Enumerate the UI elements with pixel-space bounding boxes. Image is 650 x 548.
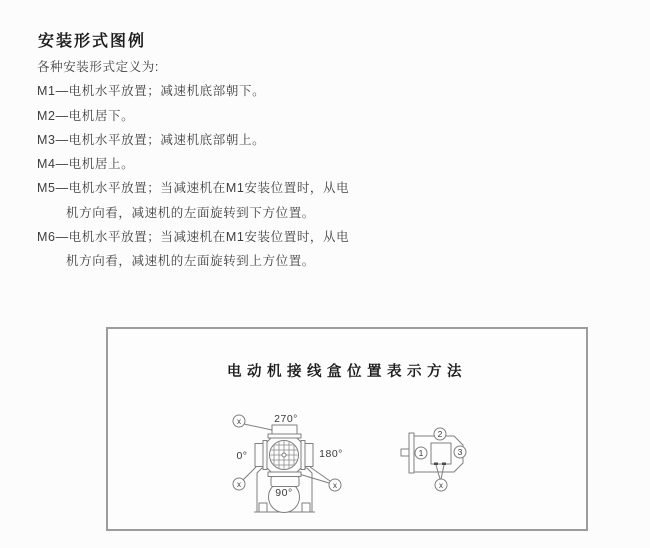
cable-entry-marker-bottom-left [233,478,245,490]
angle-label-270: 270° [274,413,298,425]
junction-box-top [268,425,301,438]
definition-m2: M2—电机居下。 [37,108,135,123]
svg-text:x: x [439,481,443,490]
svg-text:x: x [237,480,241,489]
motor-side-view-diagram [395,425,480,500]
junction-box-left [255,441,267,470]
junction-box-right [301,441,313,470]
svg-text:1: 1 [418,448,424,458]
svg-text:x: x [333,481,337,490]
angle-label-180: 180° [319,448,343,460]
junction-box-bottom [268,472,301,487]
position-marker-1 [415,447,427,459]
cable-entry-marker [435,479,447,491]
angle-label-90: 90° [275,487,293,499]
motor-front-view-diagram [225,408,355,520]
legend-intro: 各种安装形式定义为: [37,60,159,74]
definition-m4: M4—电机居上。 [37,157,135,172]
svg-text:2: 2 [437,429,443,439]
cable-entry-marker-bottom-right [329,479,341,491]
fan-grille-icon [270,441,299,470]
junction-box-position-panel [106,327,588,531]
diagram-title: 电动机接线盒位置表示方法 [227,364,467,380]
definition-m6-line2: 机方向看，减速机的左面旋转到上方位置。 [66,254,315,269]
definition-m6-line1: M6—电机水平放置；当减速机在M1安装位置时，从电 [37,230,350,245]
definition-m5-line1: M5—电机水平放置；当减速机在M1安装位置时，从电 [37,181,350,196]
position-marker-2 [434,428,446,440]
junction-box-side [431,443,451,465]
page-title: 安装形式图例 [38,33,147,50]
definition-m5-line2: 机方向看，减速机的左面旋转到下方位置。 [66,205,315,220]
svg-text:3: 3 [457,447,463,457]
motor-shaft [401,449,409,456]
motor-flange [409,433,414,473]
position-marker-3 [454,446,466,458]
cable-entry-marker-top-left [233,415,245,427]
definition-m1: M1—电机水平放置；减速机底部朝下。 [37,84,266,99]
mounting-definitions [37,55,377,274]
angle-label-0: 0° [236,450,248,462]
definition-m3: M3—电机水平放置；减速机底部朝上。 [37,132,266,147]
svg-text:x: x [237,417,241,426]
